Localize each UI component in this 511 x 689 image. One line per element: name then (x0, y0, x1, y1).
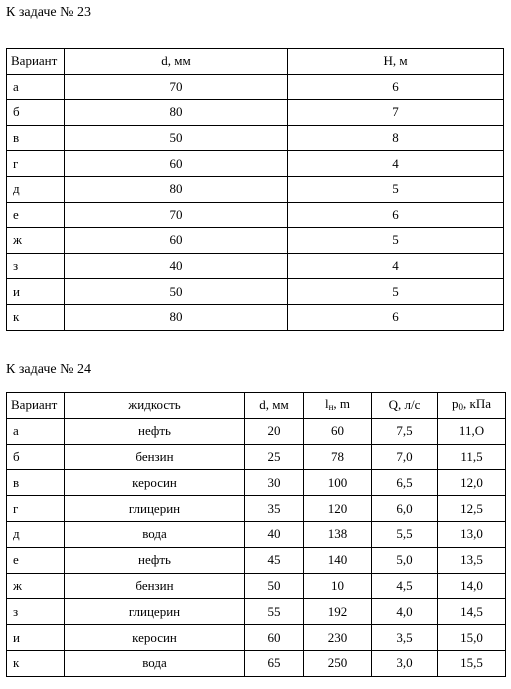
cell-p: 13,5 (438, 547, 506, 573)
cell-liquid: нефть (65, 547, 245, 573)
cell-liquid: глицерин (65, 496, 245, 522)
cell-p: 11,5 (438, 444, 506, 470)
cell-d: 70 (65, 74, 288, 100)
cell-variant: е (7, 547, 65, 573)
table-row (7, 100, 504, 126)
cell-H: 5 (288, 228, 504, 254)
cell-p: 12,5 (438, 496, 506, 522)
task-24-heading: К задаче № 24 (6, 362, 91, 377)
cell-l: 192 (304, 599, 372, 625)
table-row (7, 228, 504, 254)
table-row (7, 547, 506, 573)
cell-H: 8 (288, 125, 504, 151)
cell-Q: 7,0 (372, 444, 438, 470)
cell-variant: д (7, 521, 65, 547)
cell-p: 15,5 (438, 650, 506, 676)
pressure-subscript: 0 (458, 401, 463, 412)
cell-variant: а (7, 74, 65, 100)
cell-liquid: нефть (65, 418, 245, 444)
cell-l: 10 (304, 573, 372, 599)
table-row (7, 74, 504, 100)
cell-variant: ж (7, 228, 65, 254)
cell-l: 140 (304, 547, 372, 573)
table-row (7, 279, 504, 305)
cell-Q: 3,0 (372, 650, 438, 676)
column-header-variant: Вариант (7, 393, 65, 419)
cell-d: 50 (65, 279, 288, 305)
cell-variant: ж (7, 573, 65, 599)
cell-variant: и (7, 625, 65, 651)
cell-p: 14,5 (438, 599, 506, 625)
cell-variant: д (7, 176, 65, 202)
length-subscript: н (328, 401, 334, 412)
cell-d: 25 (245, 444, 304, 470)
table-row (7, 599, 506, 625)
table-row (7, 573, 506, 599)
cell-liquid: бензин (65, 573, 245, 599)
table-row (7, 151, 504, 177)
table-header-row (7, 49, 504, 75)
cell-l: 230 (304, 625, 372, 651)
cell-p: 12,0 (438, 470, 506, 496)
cell-variant: к (7, 304, 65, 330)
table-row (7, 418, 506, 444)
cell-Q: 6,5 (372, 470, 438, 496)
cell-d: 35 (245, 496, 304, 522)
cell-p: 13,0 (438, 521, 506, 547)
cell-d: 80 (65, 176, 288, 202)
cell-p: 14,0 (438, 573, 506, 599)
cell-liquid: вода (65, 650, 245, 676)
cell-H: 7 (288, 100, 504, 126)
column-header-pressure (438, 393, 506, 419)
cell-d: 30 (245, 470, 304, 496)
table-header-row (7, 393, 506, 419)
cell-p: 11,О (438, 418, 506, 444)
length-unit: , m (333, 395, 351, 411)
cell-variant: з (7, 599, 65, 625)
cell-d: 60 (65, 151, 288, 177)
table-row (7, 625, 506, 651)
cell-d: 65 (245, 650, 304, 676)
cell-l: 250 (304, 650, 372, 676)
cell-H: 6 (288, 304, 504, 330)
cell-H: 4 (288, 151, 504, 177)
cell-variant: в (7, 125, 65, 151)
task-24-table (6, 392, 506, 677)
cell-d: 60 (65, 228, 288, 254)
cell-liquid: керосин (65, 625, 245, 651)
column-header-variant: Вариант (7, 49, 65, 75)
length-symbol: l (324, 395, 329, 411)
table-row (7, 521, 506, 547)
cell-Q: 4,5 (372, 573, 438, 599)
cell-variant: б (7, 444, 65, 470)
cell-variant: б (7, 100, 65, 126)
cell-variant: к (7, 650, 65, 676)
cell-l: 120 (304, 496, 372, 522)
cell-variant: е (7, 202, 65, 228)
cell-d: 50 (245, 573, 304, 599)
cell-l: 78 (304, 444, 372, 470)
cell-l: 60 (304, 418, 372, 444)
table-row (7, 650, 506, 676)
cell-variant: г (7, 151, 65, 177)
cell-Q: 7,5 (372, 418, 438, 444)
cell-variant: и (7, 279, 65, 305)
cell-d: 50 (65, 125, 288, 151)
cell-liquid: вода (65, 521, 245, 547)
cell-liquid: керосин (65, 470, 245, 496)
cell-d: 60 (245, 625, 304, 651)
column-header-flow-rate: Q, л/с (372, 393, 438, 419)
table-row (7, 253, 504, 279)
cell-H: 4 (288, 253, 504, 279)
cell-Q: 5,0 (372, 547, 438, 573)
table-row (7, 496, 506, 522)
cell-d: 55 (245, 599, 304, 625)
cell-Q: 3,5 (372, 625, 438, 651)
cell-Q: 6,0 (372, 496, 438, 522)
pressure-unit: , кПа (463, 395, 491, 411)
cell-variant: г (7, 496, 65, 522)
cell-p: 15,0 (438, 625, 506, 651)
cell-d: 70 (65, 202, 288, 228)
cell-H: 6 (288, 202, 504, 228)
cell-H: 5 (288, 176, 504, 202)
cell-H: 6 (288, 74, 504, 100)
cell-d: 80 (65, 304, 288, 330)
column-header-d: d, мм (245, 393, 304, 419)
cell-Q: 4,0 (372, 599, 438, 625)
column-header-length (304, 393, 372, 419)
table-row (7, 470, 506, 496)
cell-Q: 5,5 (372, 521, 438, 547)
cell-d: 20 (245, 418, 304, 444)
cell-d: 80 (65, 100, 288, 126)
cell-l: 138 (304, 521, 372, 547)
table-row (7, 202, 504, 228)
table-row (7, 304, 504, 330)
cell-liquid: бензин (65, 444, 245, 470)
cell-d: 40 (245, 521, 304, 547)
cell-d: 45 (245, 547, 304, 573)
cell-variant: в (7, 470, 65, 496)
cell-d: 40 (65, 253, 288, 279)
column-header-H: H, м (288, 49, 504, 75)
cell-variant: з (7, 253, 65, 279)
task-23-table (6, 48, 504, 331)
cell-l: 100 (304, 470, 372, 496)
pressure-symbol: p (452, 395, 459, 411)
cell-H: 5 (288, 279, 504, 305)
table-row (7, 125, 504, 151)
table-row (7, 444, 506, 470)
column-header-d: d, мм (65, 49, 288, 75)
column-header-liquid: жидкость (65, 393, 245, 419)
cell-variant: а (7, 418, 65, 444)
cell-liquid: глицерин (65, 599, 245, 625)
task-23-heading: К задаче № 23 (6, 5, 91, 20)
table-row (7, 176, 504, 202)
